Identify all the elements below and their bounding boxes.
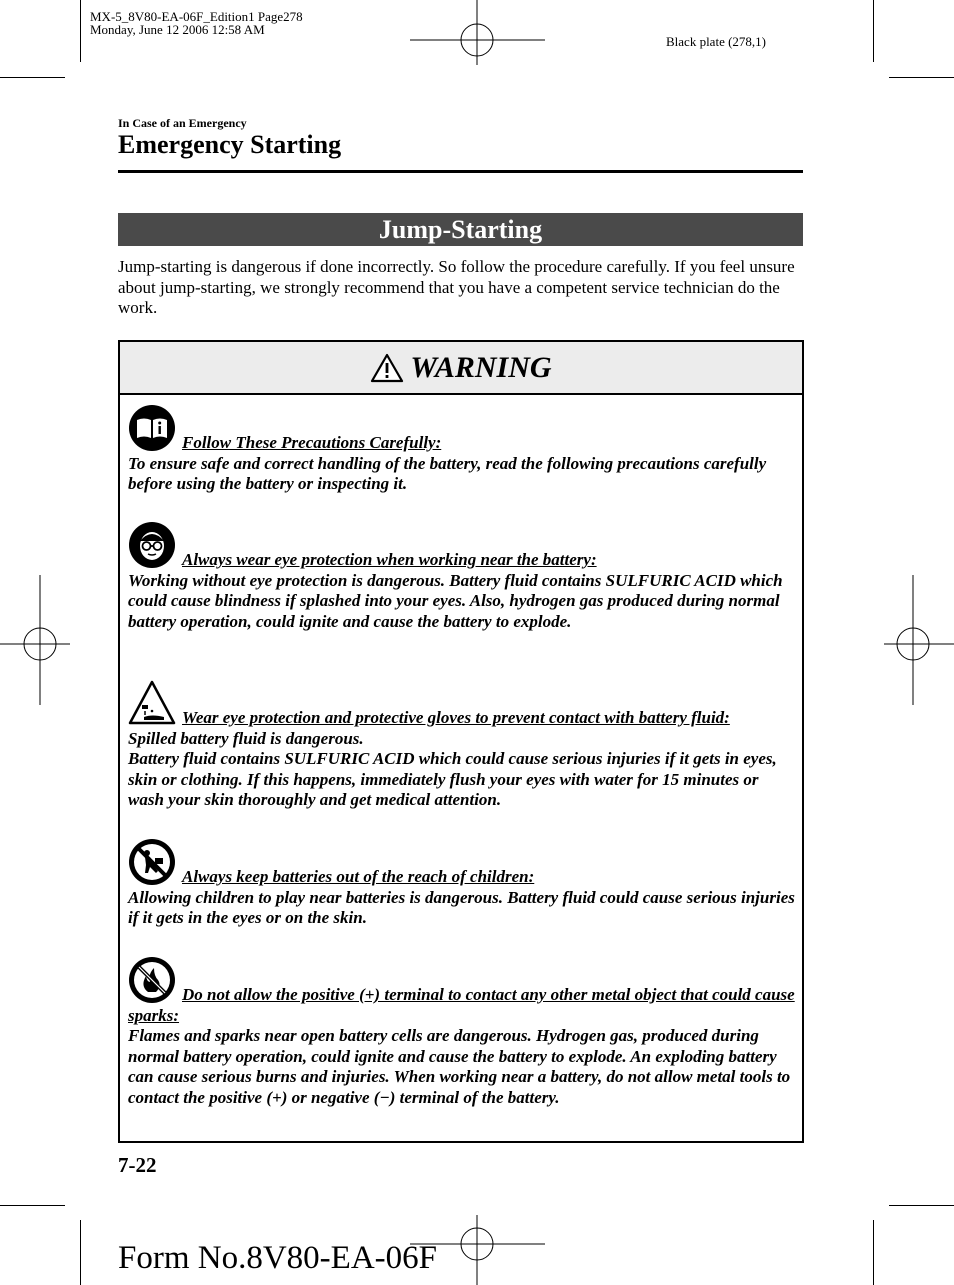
item-body: To ensure safe and correct handling of the battery, read the following precautions carefully before using the battery or inspecting it. xyxy=(128,453,767,494)
print-header-date: Monday, June 12 2006 12:58 AM xyxy=(90,22,265,37)
section-label: In Case of an Emergency xyxy=(118,116,247,130)
item-body: Working without eye protection is dangerous. Battery fluid contains SULFURIC ACID which could cause blindness if splashed into your eyes. Also, hydrogen gas produced during normal battery operation, could ignite and cause the battery to explode. xyxy=(128,570,783,631)
registration-mark-left xyxy=(0,575,70,705)
subsection-banner: Jump-Starting xyxy=(118,213,803,246)
manual-info-icon xyxy=(128,404,176,452)
item-heading: Wear eye protection and protective gloves to prevent contact with battery fluid: xyxy=(182,708,730,727)
item-heading: Do not allow the positive (+) terminal to contact any other metal object that could cause sparks: xyxy=(128,985,795,1025)
print-header-file: MX-5_8V80-EA-06F_Edition1 Page278 xyxy=(90,9,303,24)
form-number: Form No.8V80-EA-06F xyxy=(118,1240,437,1276)
corrosive-hazard-icon xyxy=(128,679,176,727)
item-heading: Always wear eye protection when working near the battery: xyxy=(182,550,597,569)
page-number: 7-22 xyxy=(118,1153,157,1177)
warning-title: WARNING xyxy=(410,350,552,384)
registration-mark-top xyxy=(410,0,545,70)
item-body: Allowing children to play near batteries is dangerous. Battery fluid could cause serious injuries if it gets in the eyes or on the skin. xyxy=(128,887,795,928)
warning-triangle-icon xyxy=(370,353,404,383)
no-flames-icon xyxy=(128,956,176,1004)
warning-item xyxy=(128,679,796,811)
item-body: Spilled battery fluid is dangerous. Battery fluid contains SULFURIC ACID which could cause serious injuries if it gets in eyes, skin or clothing. If this happens, immediately flush your eyes with water for 15 minutes or wash your skin thoroughly and get medical attention. xyxy=(128,728,777,810)
item-body: Flames and sparks near open battery cells are dangerous. Hydrogen gas, produced during normal battery operation, could ignite and cause the battery to explode. An exploding battery can cause serious burns and injuries. When working near a battery, do not allow metal tools to contact the positive (+) or negative (−) terminal of the battery. xyxy=(128,1026,791,1107)
warning-box xyxy=(118,340,804,1143)
warning-item xyxy=(128,521,796,632)
warning-item xyxy=(128,956,796,1109)
no-children-icon xyxy=(128,838,176,886)
title-rule xyxy=(118,170,803,173)
warning-header xyxy=(120,342,802,395)
warning-item xyxy=(128,838,796,929)
item-heading: Always keep batteries out of the reach of children: xyxy=(182,867,535,886)
item-heading: Follow These Precautions Carefully: xyxy=(182,433,442,452)
section-title: Emergency Starting xyxy=(118,130,342,159)
eye-protection-icon xyxy=(128,521,176,569)
registration-mark-right xyxy=(884,575,954,705)
intro-paragraph: Jump-starting is dangerous if done incorrectly. So follow the procedure carefully. If you feel unsure about jump-starting, we strongly recommend that you have a competent service technician do the work. xyxy=(118,257,795,317)
warning-item xyxy=(128,404,796,495)
print-plate-label: Black plate (278,1) xyxy=(666,34,766,49)
